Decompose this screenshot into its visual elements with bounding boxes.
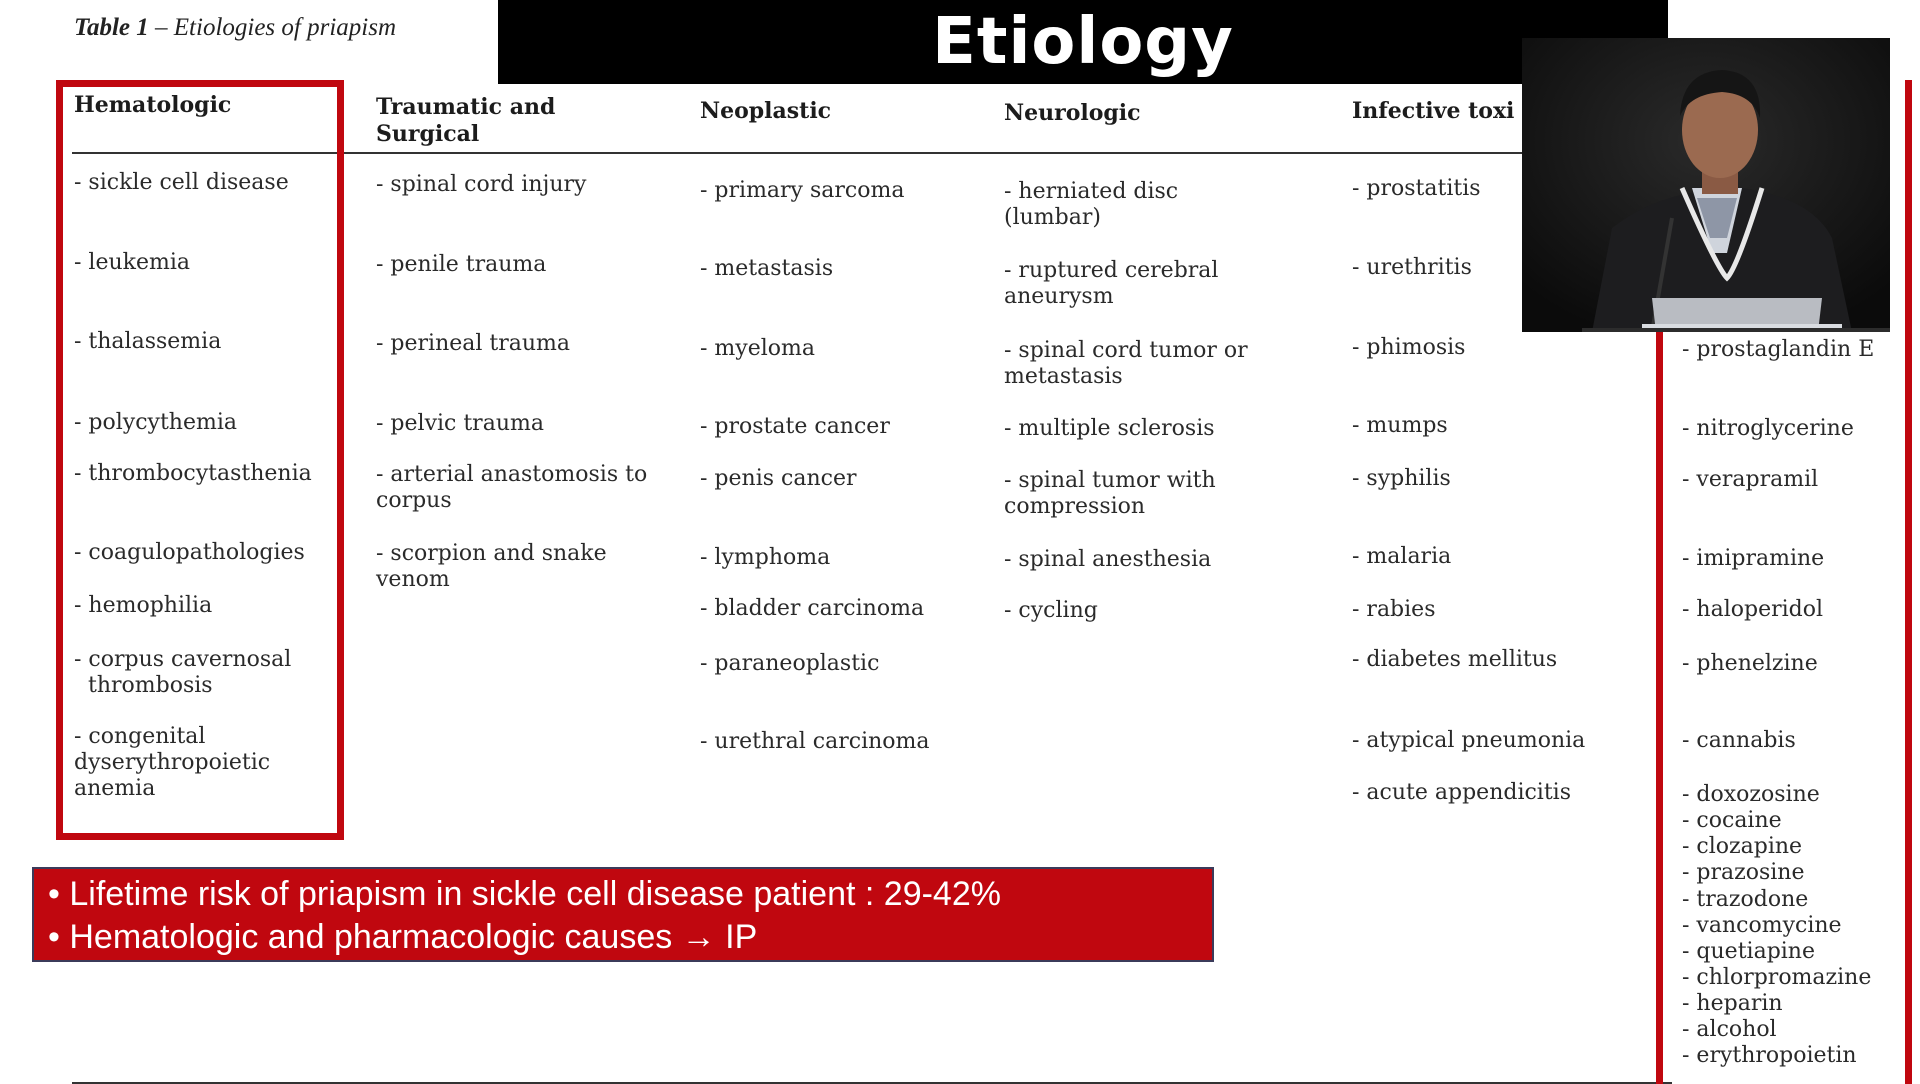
list-item: - malaria xyxy=(1352,544,1452,569)
hematologic-highlight-box xyxy=(56,80,344,840)
list-item: - sickle cell disease xyxy=(74,170,289,195)
list-item: (lumbar) xyxy=(1004,205,1101,230)
list-item: - doxozosine xyxy=(1682,782,1820,807)
list-item: - thrombocytasthenia xyxy=(74,461,312,486)
key-points-callout xyxy=(32,867,1214,962)
list-item: - corpus cavernosal xyxy=(74,647,292,672)
slide-title: Etiology xyxy=(932,5,1234,79)
speaker-video-image xyxy=(1522,38,1890,332)
list-item: - erythropoietin xyxy=(1682,1043,1857,1068)
list-item: - spinal tumor with xyxy=(1004,468,1216,493)
list-item: - urethritis xyxy=(1352,255,1472,280)
list-item: - diabetes mellitus xyxy=(1352,647,1558,672)
list-item: - ruptured cerebral xyxy=(1004,258,1219,283)
list-item: - alcohol xyxy=(1682,1017,1777,1042)
list-item: - rabies xyxy=(1352,597,1436,622)
column-heading: Neoplastic xyxy=(700,98,832,124)
list-item: - imipramine xyxy=(1682,546,1825,571)
column-heading: Hematologic xyxy=(74,92,232,118)
list-item: - acute appendicitis xyxy=(1352,780,1572,805)
list-item: - haloperidol xyxy=(1682,597,1824,622)
column-heading: Traumatic and xyxy=(376,94,556,120)
list-item: - penile trauma xyxy=(376,252,547,277)
list-item: - prostatitis xyxy=(1352,176,1481,201)
pharmacologic-highlight-right-edge xyxy=(1905,80,1912,1084)
list-item: - verapramil xyxy=(1682,467,1819,492)
list-item: - thalassemia xyxy=(74,329,222,354)
pharmacologic-highlight-left-edge xyxy=(1656,332,1663,1084)
list-item: thrombosis xyxy=(74,673,213,698)
list-item: aneurysm xyxy=(1004,284,1114,309)
list-item: - metastasis xyxy=(700,256,834,281)
list-item: - spinal cord injury xyxy=(376,172,587,197)
list-item: - atypical pneumonia xyxy=(1352,728,1586,753)
list-item: compression xyxy=(1004,494,1146,519)
list-item: - bladder carcinoma xyxy=(700,596,925,621)
list-item: corpus xyxy=(376,488,452,513)
list-item: - quetiapine xyxy=(1682,939,1815,964)
list-item: - phimosis xyxy=(1352,335,1466,360)
callout-line-1: • Lifetime risk of priapism in sickle cell disease patient : 29-42% xyxy=(48,875,1001,913)
list-item: - prazosine xyxy=(1682,860,1805,885)
list-item: metastasis xyxy=(1004,364,1123,389)
list-item: - leukemia xyxy=(74,250,191,275)
list-item: - cycling xyxy=(1004,598,1098,623)
list-item: - perineal trauma xyxy=(376,331,571,356)
list-item: - spinal anesthesia xyxy=(1004,547,1212,572)
list-item: anemia xyxy=(74,776,156,801)
list-item: - chlorpromazine xyxy=(1682,965,1872,990)
list-item: - clozapine xyxy=(1682,834,1803,859)
list-item: - arterial anastomosis to xyxy=(376,462,648,487)
list-item: - paraneoplastic xyxy=(700,651,880,676)
list-item: - prostate cancer xyxy=(700,414,890,439)
list-item: - mumps xyxy=(1352,413,1448,438)
list-item: - syphilis xyxy=(1352,466,1451,491)
list-item: - trazodone xyxy=(1682,887,1809,912)
list-item: - congenital xyxy=(74,724,206,749)
list-item: - heparin xyxy=(1682,991,1783,1016)
list-item: venom xyxy=(376,567,450,592)
list-item: - primary sarcoma xyxy=(700,178,905,203)
list-item: - cocaine xyxy=(1682,808,1782,833)
list-item: - coagulopathologies xyxy=(74,540,305,565)
column-heading: Infective toxi xyxy=(1352,98,1515,124)
speaker-video-feed xyxy=(1522,38,1890,332)
list-item: - spinal cord tumor or xyxy=(1004,338,1248,363)
title-bar xyxy=(498,0,1668,84)
list-item: dyserythropoietic xyxy=(74,750,271,775)
list-item: - prostaglandin E xyxy=(1682,337,1875,362)
list-item: - hemophilia xyxy=(74,593,213,618)
list-item: - myeloma xyxy=(700,336,815,361)
list-item: - lymphoma xyxy=(700,545,831,570)
list-item: - pelvic trauma xyxy=(376,411,544,436)
list-item: - phenelzine xyxy=(1682,651,1818,676)
list-item: - cannabis xyxy=(1682,728,1796,753)
column-heading: Neurologic xyxy=(1004,100,1141,126)
column-heading: Surgical xyxy=(376,121,480,147)
list-item: - urethral carcinoma xyxy=(700,729,930,754)
table-caption: Table 1 – Etiologies of priapism xyxy=(74,14,397,41)
list-item: - scorpion and snake xyxy=(376,541,607,566)
list-item: - vancomycine xyxy=(1682,913,1842,938)
list-item: - polycythemia xyxy=(74,410,238,435)
list-item: - nitroglycerine xyxy=(1682,416,1854,441)
list-item: - multiple sclerosis xyxy=(1004,416,1215,441)
callout-line-2: • Hematologic and pharmacologic causes → IP xyxy=(48,918,758,956)
list-item: - herniated disc xyxy=(1004,179,1179,204)
list-item: - penis cancer xyxy=(700,466,857,491)
